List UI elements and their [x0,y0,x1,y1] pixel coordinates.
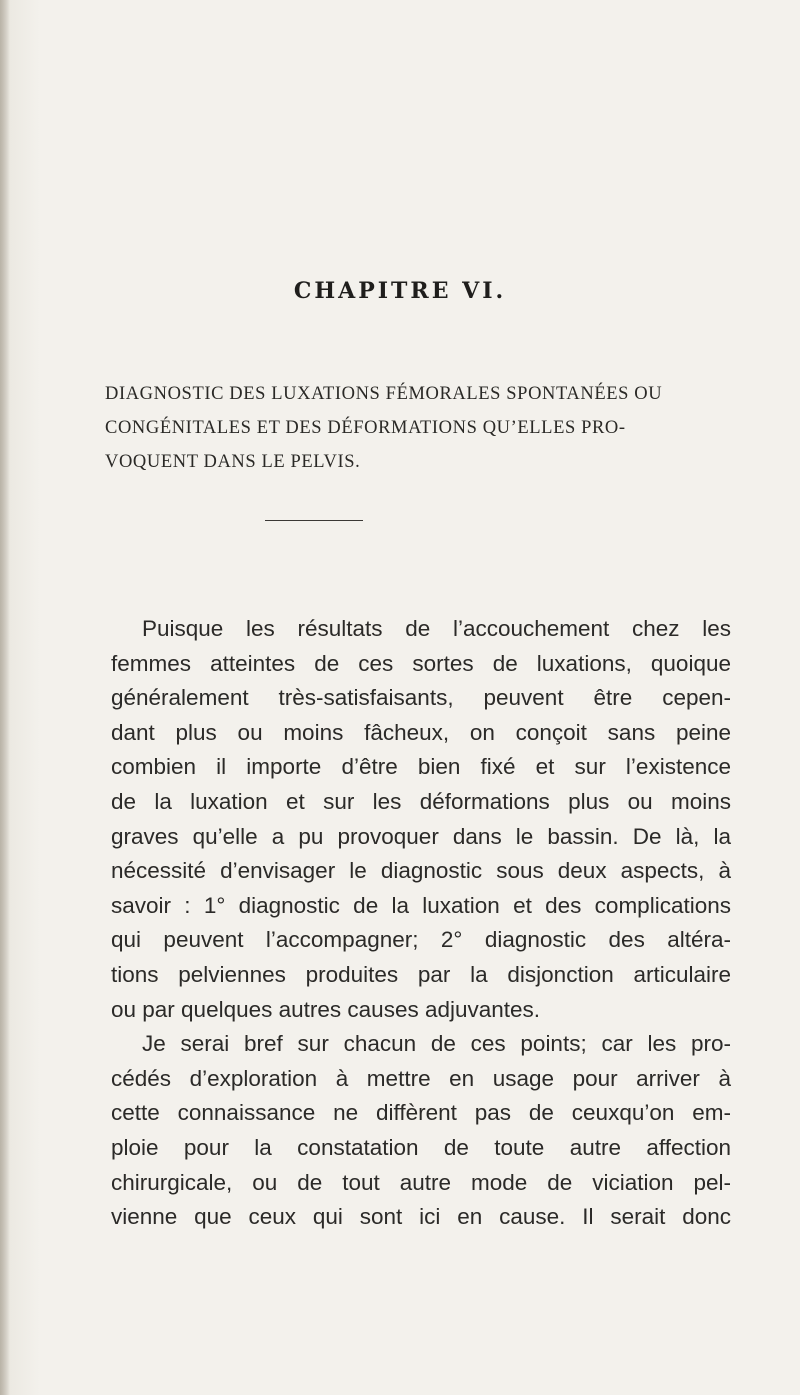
text-line: Puisque les résultats de l’accouchement chez les [142,616,731,641]
text-line: chirurgicale, ou de tout autre mode de viciation pel- [111,1169,731,1195]
subtitle-line: VOQUENT DANS LE PELVIS. [105,452,361,472]
text-line: vienne que ceux qui sont ici en cause. Il serait donc [111,1204,731,1230]
text-line: femmes atteintes de ces sortes de luxations, quoique [111,650,731,676]
text-line: combien il importe d’être bien fixé et sur l’existence [111,754,731,780]
text-line: savoir : 1° diagnostic de la luxation et des complications [111,892,731,918]
binding-shadow [0,0,10,1395]
subtitle-line: DIAGNOSTIC DES LUXATIONS FÉMORALES SPONTANÉES OU [105,384,663,404]
section-divider [265,520,363,521]
text-line: ploie pour la constatation de toute autre affection [111,1134,731,1160]
text-line: qui peuvent l’accompagner; 2° diagnostic des altéra- [111,927,731,953]
text-line: de la luxation et sur les déformations plus ou moins [111,788,731,814]
chapter-title: CHAPITRE VI. [293,278,507,304]
text-line: ou par quelques autres causes adjuvantes. [111,996,541,1022]
body-text [111,612,731,1235]
text-line: graves qu’elle a pu provoquer dans le bassin. De là, la [111,823,731,849]
text-line: dant plus ou moins fâcheux, on conçoit sans peine [111,719,731,745]
text-line: cette connaissance ne diffèrent pas de ceuxqu’on em- [111,1100,731,1126]
chapter-subtitle [105,377,725,479]
text-line: généralement très-satisfaisants, peuvent être cepen- [111,685,731,711]
text-line: tions pelviennes produites par la disjonction articulaire [111,961,731,987]
subtitle-line: CONGÉNITALES ET DES DÉFORMATIONS QU’ELLES PRO- [105,418,626,438]
text-line: cédés d’exploration à mettre en usage pour arriver à [111,1065,731,1091]
text-line: Je serai bref sur chacun de ces points; car les pro- [142,1031,731,1057]
text-line: nécessité d’envisager le diagnostic sous deux aspects, à [111,858,731,884]
